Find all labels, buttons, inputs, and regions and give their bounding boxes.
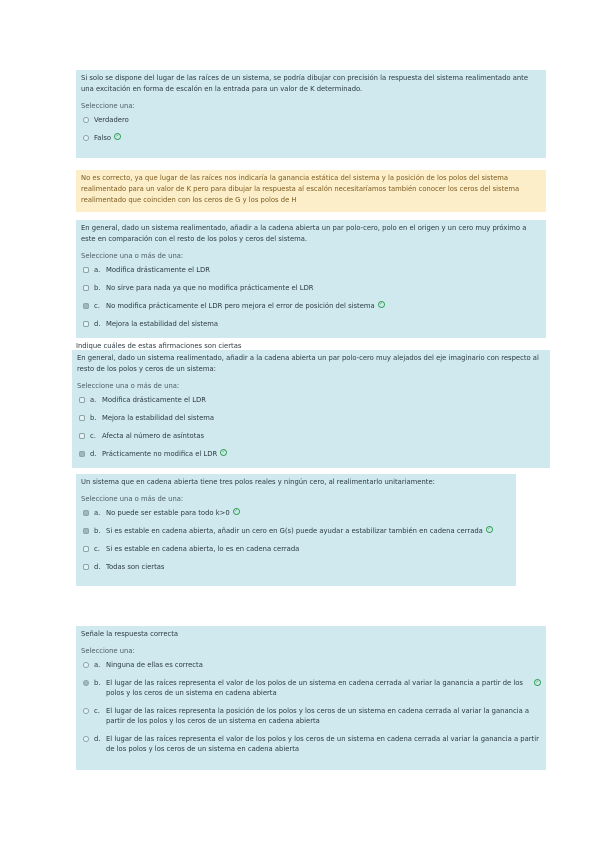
option-c[interactable]: c. El lugar de las raíces representa la posición de los polos y los ceros de un sistema en cadena cerrada al variar la ganancia a partir de los polos y los ceros de un sistema en cadena abierta xyxy=(81,706,541,726)
option-label: Si es estable en cadena abierta, añadir un cero en G(s) puede ayudar a estabilizar también en cadena cerrada xyxy=(106,527,483,535)
option-b[interactable]: b. Si es estable en cadena abierta, añadir un cero en G(s) puede ayudar a estabilizar también en cadena cerrada ✓ xyxy=(81,526,511,536)
question-card-5 xyxy=(76,626,546,770)
option-c[interactable]: c. Afecta al número de asíntotas xyxy=(77,431,545,441)
question-prompt: Seleccione una: xyxy=(81,102,135,110)
question-prompt: Seleccione una o más de una: xyxy=(81,252,184,260)
option-d[interactable]: d. El lugar de las raíces representa el valor de los polos y los ceros de un sistema en cadena cerrada al variar la ganancia a partir de los polos y los ceros de un sistema en cadena abierta xyxy=(81,734,541,754)
checkbox-input[interactable] xyxy=(83,510,89,516)
radio-input[interactable] xyxy=(83,736,89,742)
question-prompt: Seleccione una o más de una: xyxy=(81,495,184,503)
checkbox-input[interactable] xyxy=(79,433,85,439)
question-text: Señale la respuesta correcta xyxy=(81,630,179,638)
option-a[interactable]: a. No puede ser estable para todo k>0 ✓ xyxy=(81,508,511,518)
option-label: Verdadero xyxy=(94,116,129,124)
radio-input[interactable] xyxy=(83,708,89,714)
option-label: Falso xyxy=(94,134,112,142)
option-label: No modifica prácticamente el LDR pero mejora el error de posición del sistema xyxy=(106,302,375,310)
question-prompt: Seleccione una o más de una: xyxy=(77,382,180,390)
option-label: Modifica drásticamente el LDR xyxy=(102,396,206,404)
question-prompt: Seleccione una: xyxy=(81,647,135,655)
question-card-2 xyxy=(76,220,546,338)
option-label: Ninguna de ellas es correcta xyxy=(106,661,203,669)
option-a[interactable]: a. Modifica drásticamente el LDR xyxy=(81,265,541,275)
option-label: Si es estable en cadena abierta, lo es en cadena cerrada xyxy=(106,545,300,553)
question-card-3 xyxy=(72,350,550,468)
option-label: El lugar de las raíces representa el valor de los polos y los ceros de un sistema en cadena cerrada al variar la ganancia a partir de los polos y los ceros de un sistema en cadena abierta xyxy=(106,735,539,753)
checkbox-input[interactable] xyxy=(83,303,89,309)
option-b[interactable]: b. Mejora la estabilidad del sistema xyxy=(77,413,545,423)
question-text: Un sistema que en cadena abierta tiene tres polos reales y ningún cero, al realimentarlo unitariamente: xyxy=(81,478,435,486)
option-false[interactable] xyxy=(81,133,541,143)
radio-input[interactable] xyxy=(83,117,89,123)
check-circle-icon: ✓ xyxy=(221,449,226,455)
option-label: Mejora la estabilidad del sistema xyxy=(102,414,215,422)
check-circle-icon: ✓ xyxy=(535,679,540,685)
feedback-box xyxy=(76,170,546,212)
option-true[interactable] xyxy=(81,115,541,125)
overlapping-question-text: Indique cuáles de estas afirmaciones son ciertas xyxy=(76,342,242,350)
checkbox-input[interactable] xyxy=(83,285,89,291)
checkbox-input[interactable] xyxy=(83,546,89,552)
option-c[interactable]: c. Si es estable en cadena abierta, lo es en cadena cerrada xyxy=(81,544,511,554)
question-text: Si solo se dispone del lugar de las raíces de un sistema, se podría dibujar con precisión la respuesta del sistema realimentado ante una excitación en forma de escalón en la entrada para un valor de K determinado. xyxy=(81,74,529,93)
question-text: En general, dado un sistema realimentado, añadir a la cadena abierta un par polo-cero muy alejados del eje imaginario con respecto al resto de los polos y ceros de un sistema: xyxy=(77,354,539,373)
checkbox-input[interactable] xyxy=(79,451,85,457)
option-d[interactable]: d. Mejora la estabilidad del sistema xyxy=(81,319,541,329)
option-c[interactable]: c. No modifica prácticamente el LDR pero mejora el error de posición del sistema ✓ xyxy=(81,301,541,311)
checkbox-input[interactable] xyxy=(79,415,85,421)
radio-input[interactable] xyxy=(83,662,89,668)
option-a[interactable]: a. Ninguna de ellas es correcta xyxy=(81,660,541,670)
checkbox-input[interactable] xyxy=(83,564,89,570)
option-label: Todas son ciertas xyxy=(106,563,165,571)
feedback-text: No es correcto, ya que lugar de las raíces nos indicaría la ganancia estática del sistema y la posición de los polos del sistema realimentado para un valor de K pero para dibujar la respuesta al escalón necesitaríamos también conocer los ceros del sistema realimentado que coinciden con los ceros de G y los polos de H xyxy=(81,174,520,204)
question-card-4 xyxy=(76,474,516,586)
option-label: El lugar de las raíces representa el valor de los polos de un sistema en cadena cerrada al variar la ganancia a partir de los polos y los ceros de un sistema en cadena abierta xyxy=(106,679,523,697)
option-a[interactable]: a. Modifica drásticamente el LDR xyxy=(77,395,545,405)
radio-input[interactable] xyxy=(83,680,89,686)
question-card-1 xyxy=(76,70,546,158)
option-label: El lugar de las raíces representa la posición de los polos y los ceros de un sistema en cadena cerrada al variar la ganancia a partir de los polos y los ceros de un sistema en cadena abierta xyxy=(106,707,530,725)
option-label: No puede ser estable para todo k>0 xyxy=(106,509,230,517)
check-circle-icon: ✓ xyxy=(379,301,384,307)
option-label: No sirve para nada ya que no modifica prácticamente el LDR xyxy=(106,284,314,292)
option-label: Modifica drásticamente el LDR xyxy=(106,266,210,274)
option-label: Mejora la estabilidad del sistema xyxy=(106,320,219,328)
check-circle-icon: ✓ xyxy=(115,133,120,139)
check-circle-icon: ✓ xyxy=(234,508,239,514)
checkbox-input[interactable] xyxy=(83,528,89,534)
checkbox-input[interactable] xyxy=(83,267,89,273)
option-b[interactable]: b. El lugar de las raíces representa el valor de los polos de un sistema en cadena cerrada al variar la ganancia a partir de los polos y los ceros de un sistema en cadena abierta ✓ xyxy=(81,678,541,698)
option-d[interactable]: d. Prácticamente no modifica el LDR ✓ xyxy=(77,449,545,459)
check-circle-icon: ✓ xyxy=(487,526,492,532)
option-d[interactable]: d. Todas son ciertas xyxy=(81,562,511,572)
option-label: Afecta al número de asíntotas xyxy=(102,432,205,440)
checkbox-input[interactable] xyxy=(83,321,89,327)
radio-input[interactable] xyxy=(83,135,89,141)
question-text: En general, dado un sistema realimentado, añadir a la cadena abierta un par polo-cero, polo en el origen y un cero muy próximo a este en comparación con el resto de los polos y ceros del sistema. xyxy=(81,224,527,243)
checkbox-input[interactable] xyxy=(79,397,85,403)
option-label: Prácticamente no modifica el LDR xyxy=(102,450,218,458)
option-b[interactable]: b. No sirve para nada ya que no modifica prácticamente el LDR xyxy=(81,283,541,293)
